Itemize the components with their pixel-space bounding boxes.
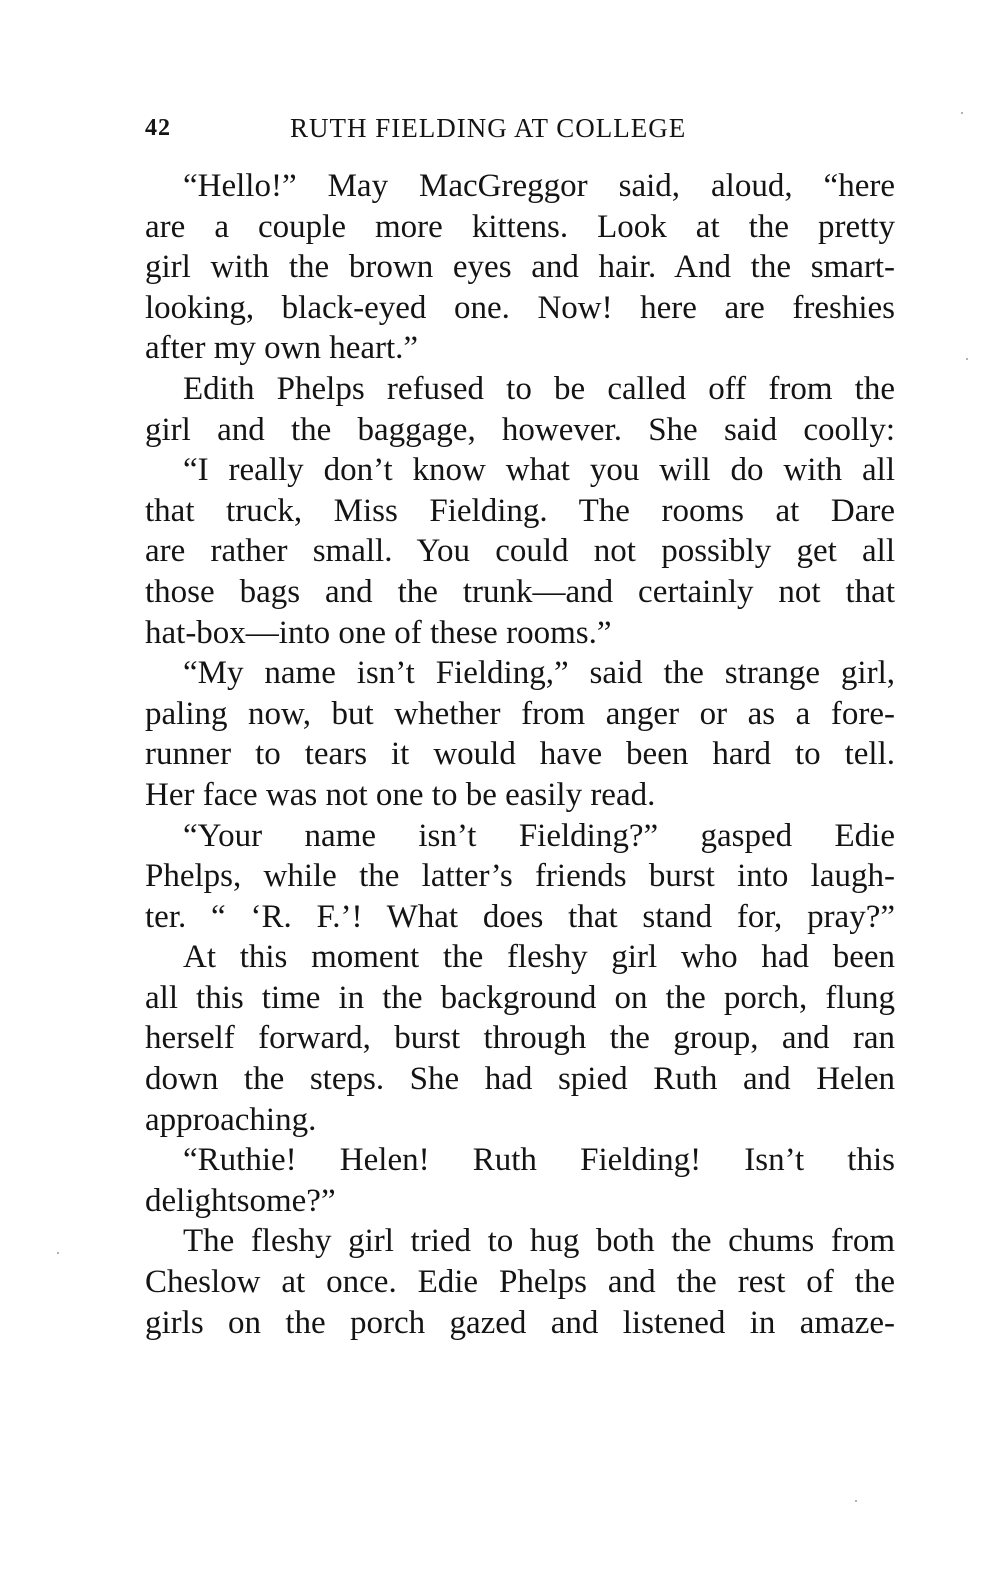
text-line: those bags and the trunk—and certainly not that: [145, 573, 895, 610]
text-line: Cheslow at once. Edie Phelps and the rest of the: [145, 1264, 895, 1301]
text-line: down the steps. She had spied Ruth and Helen: [145, 1061, 895, 1098]
page-number: 42: [145, 115, 171, 141]
text-line: The fleshy girl tried to hug both the chums from: [183, 1223, 895, 1260]
text-line: “I really don’t know what you will do with all: [183, 452, 895, 489]
running-header: [145, 108, 895, 148]
text-line: “My name isn’t Fielding,” said the strange girl,: [183, 655, 895, 692]
scan-speck: [855, 1500, 857, 1502]
text-line: “Hello!” May MacGreggor said, aloud, “here: [183, 168, 895, 204]
body-text: [145, 166, 895, 1343]
text-line: delightsome?”: [145, 1182, 336, 1219]
text-line: paling now, but whether from anger or as a fore-: [145, 695, 895, 732]
text-line: girls on the porch gazed and listened in amaze-: [145, 1304, 895, 1341]
text-line: Her face was not one to be easily read.: [145, 776, 656, 813]
text-line: all this time in the background on the porch, flung: [145, 979, 895, 1016]
scan-speck: [57, 1252, 59, 1254]
text-line: looking, black-eyed one. Now! here are freshies: [145, 289, 895, 326]
text-line: hat-box—into one of these rooms.”: [145, 614, 612, 651]
text-line: runner to tears it would have been hard to tell.: [145, 736, 895, 773]
text-line: that truck, Miss Fielding. The rooms at Dare: [145, 492, 895, 529]
text-line: ter. “ ‘R. F.’! What does that stand for, pray?”: [145, 898, 895, 935]
text-line: “Ruthie! Helen! Ruth Fielding! Isn’t this: [183, 1142, 895, 1179]
text-line: approaching.: [145, 1101, 317, 1138]
scan-speck: [961, 112, 963, 114]
text-line: herself forward, burst through the group, and ran: [145, 1020, 895, 1057]
text-line: are rather small. You could not possibly get all: [145, 533, 895, 570]
text-line: are a couple more kittens. Look at the pretty: [145, 208, 895, 245]
scan-speck: [966, 358, 968, 360]
text-line: girl with the brown eyes and hair. And the smart-: [145, 249, 895, 286]
text-line: “Your name isn’t Fielding?” gasped Edie: [183, 817, 895, 854]
text-line: At this moment the fleshy girl who had been: [183, 939, 895, 976]
text-line: Phelps, while the latter’s friends burst into laugh-: [145, 858, 895, 895]
running-title: RUTH FIELDING AT COLLEGE: [290, 113, 687, 143]
text-line: Edith Phelps refused to be called off from the: [183, 370, 895, 407]
text-line: after my own heart.”: [145, 330, 419, 367]
text-line: girl and the baggage, however. She said coolly:: [145, 411, 895, 448]
